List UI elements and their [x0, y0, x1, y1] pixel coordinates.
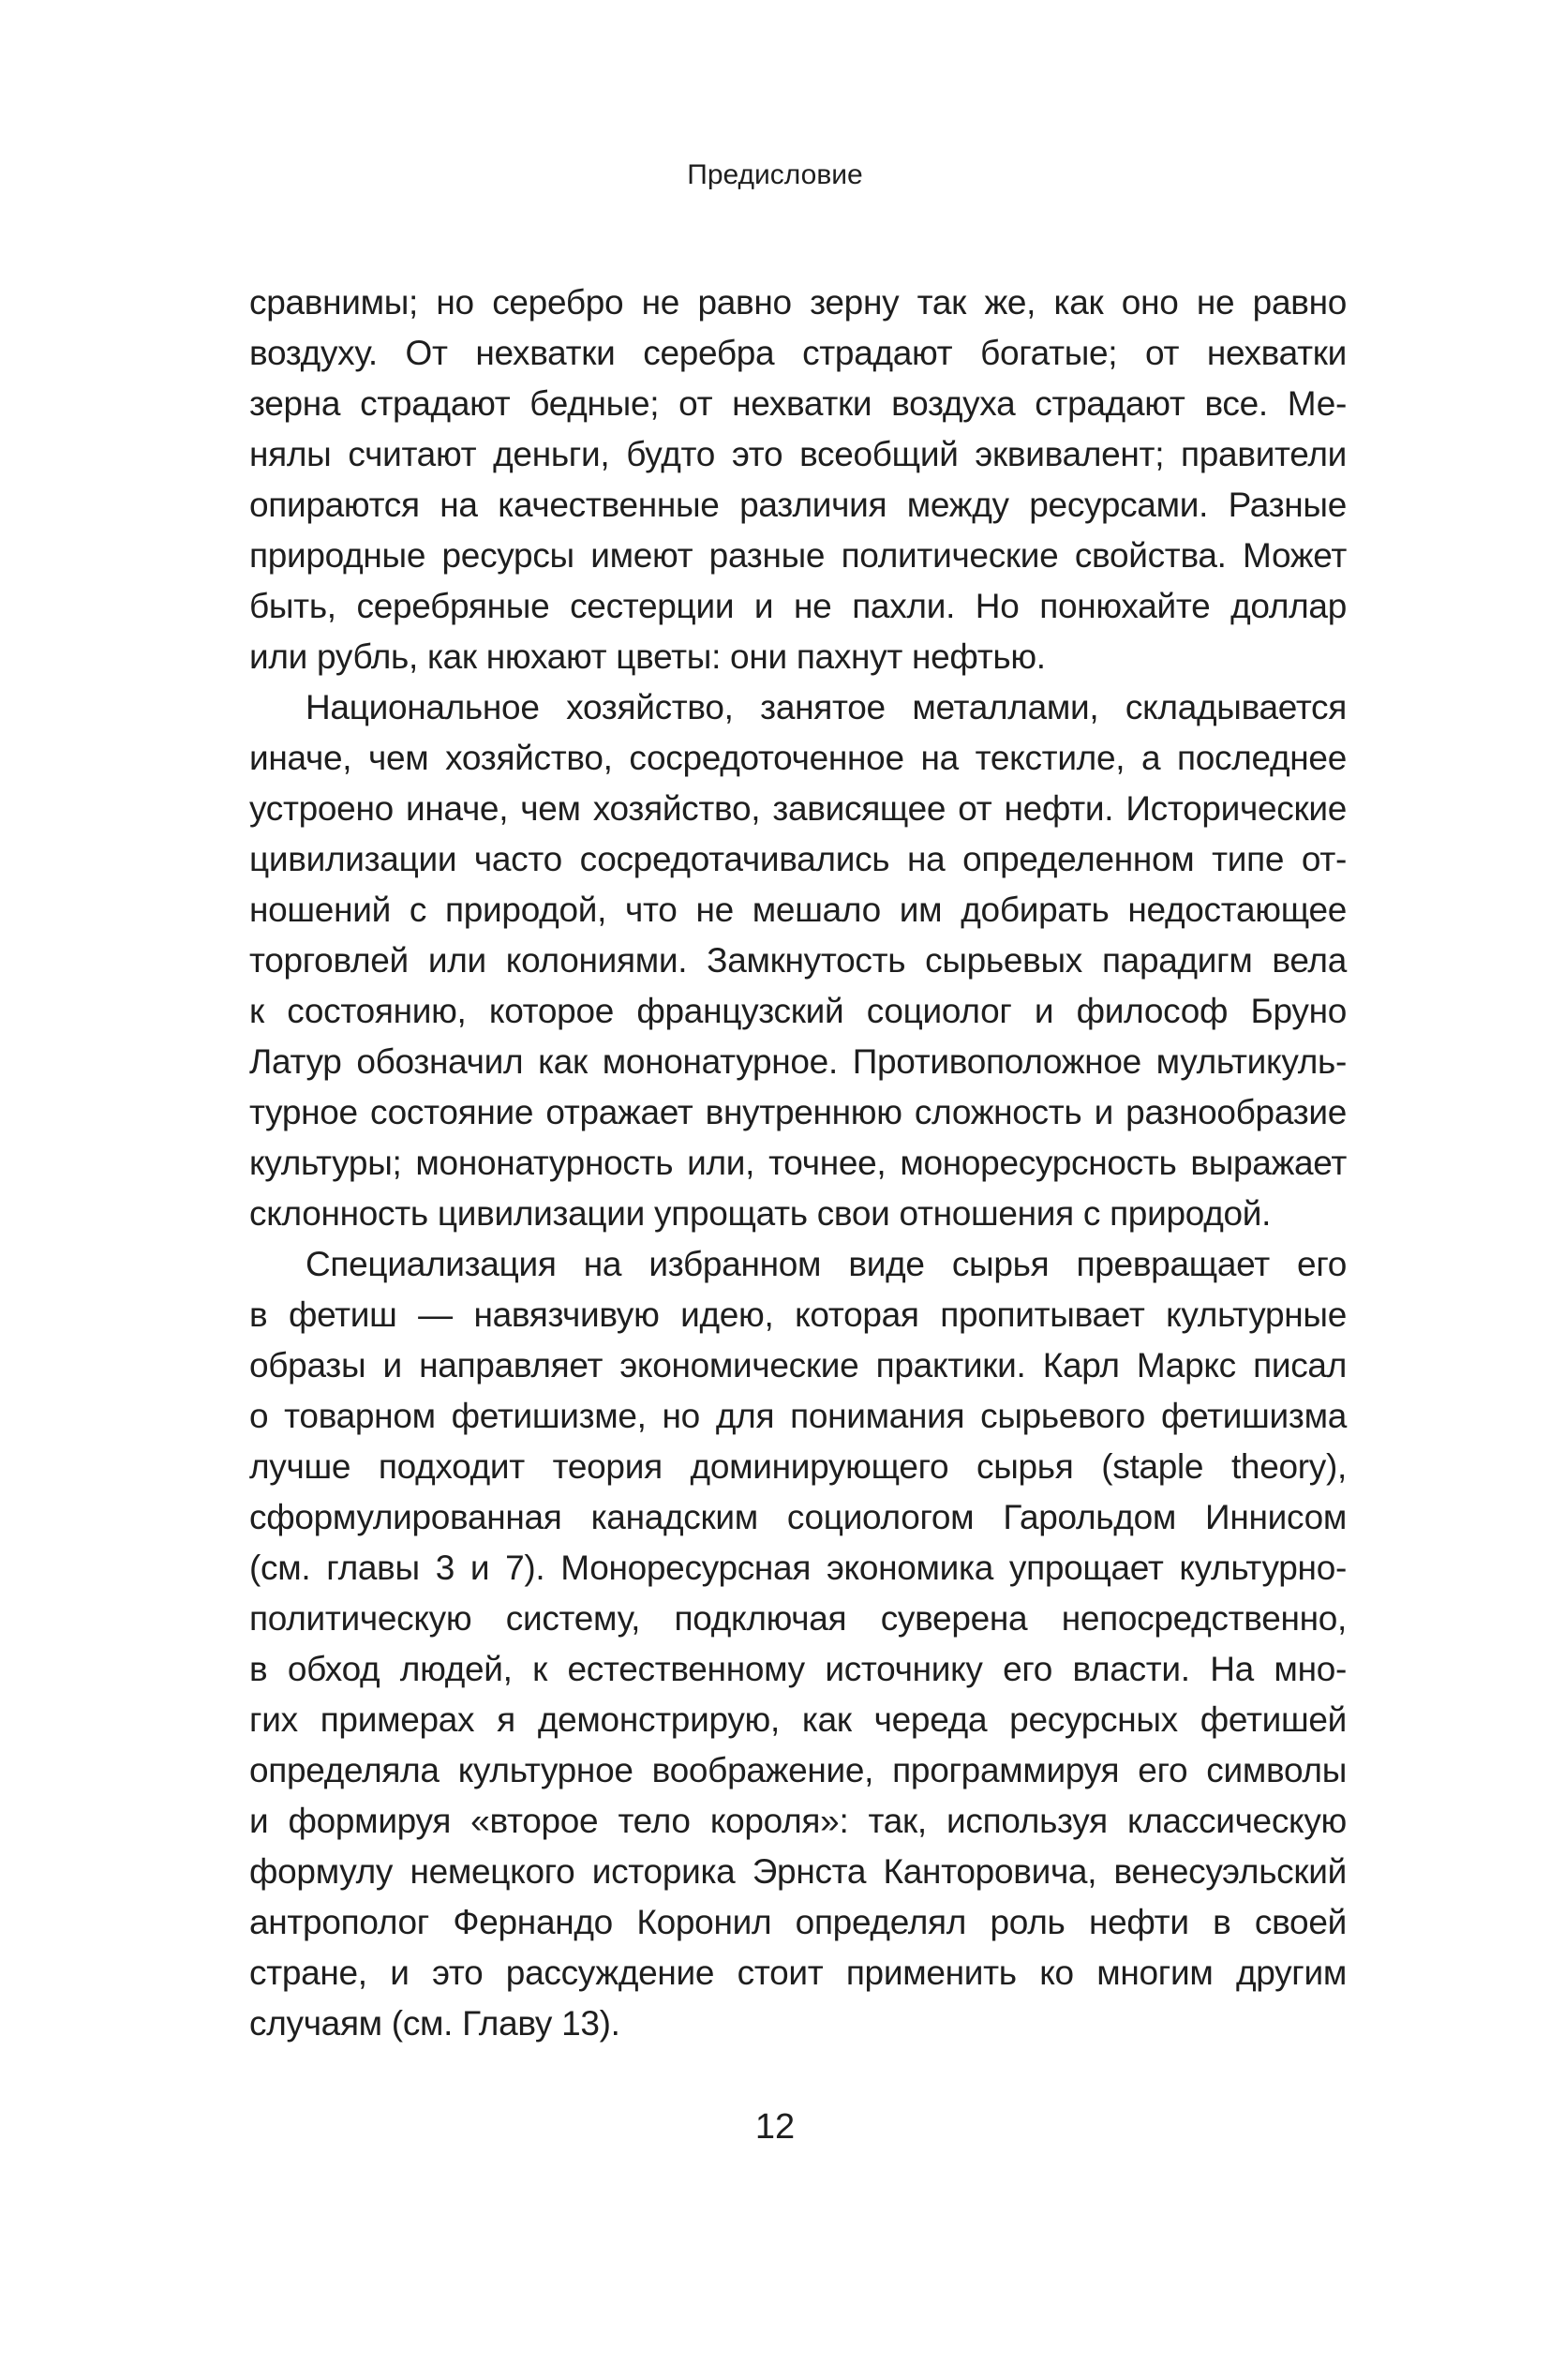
text-line: определяла культурное воображение, программируя его символы: [249, 1751, 1347, 1789]
text-line: Латур обозначил как мононатурное. Противоположное мультикуль-: [249, 1042, 1347, 1081]
text-line: или рубль, как нюхают цветы: они пахнут нефтью.: [249, 637, 1046, 676]
paragraph: [249, 1239, 1347, 2049]
text-line: опираются на качественные различия между ресурсами. Разные: [249, 486, 1347, 524]
page-body: [249, 277, 1347, 2049]
text-line: к состоянию, которое французский социолог и философ Бруно: [249, 992, 1347, 1030]
text-line: лучше подходит теория доминирующего сырья (staple theory),: [249, 1447, 1347, 1486]
paragraph: [249, 277, 1347, 682]
text-line: турное состояние отражает внутреннюю сложность и разнообразие: [249, 1093, 1347, 1131]
text-line: в фетиш — навязчивую идею, которая пропитывает культурные: [249, 1295, 1347, 1334]
text-line: о товарном фетишизме, но для понимания сырьевого фетишизма: [249, 1397, 1347, 1435]
text-line: стране, и это рассуждение стоит применить ко многим другим: [249, 1953, 1347, 1992]
text-line: нялы считают деньги, будто это всеобщий эквивалент; правители: [249, 435, 1347, 473]
text-line: сформулированная канадским социологом Гарольдом Иннисом: [249, 1498, 1347, 1536]
text-line: формулу немецкого историка Эрнста Канторовича, венесуэльский: [249, 1852, 1347, 1891]
text-line: случаям (см. Главу 13).: [249, 2004, 620, 2043]
text-line: быть, серебряные сестерции и не пахли. Но понюхайте доллар: [249, 587, 1347, 625]
text-line: и формируя «второе тело короля»: так, используя классическую: [249, 1802, 1347, 1840]
text-line: склонность цивилизации упрощать свои отношения с природой.: [249, 1194, 1272, 1233]
text-line: антрополог Фернандо Коронил определял роль нефти в своей: [249, 1903, 1347, 1941]
text-line: зерна страдают бедные; от нехватки воздуха страдают все. Ме-: [249, 384, 1347, 423]
text-line: гих примерах я демонстрирую, как череда ресурсных фетишей: [249, 1700, 1347, 1739]
text-line: в обход людей, к естественному источнику его власти. На мно-: [249, 1650, 1347, 1688]
page-number: 12: [754, 2107, 796, 2147]
text-line: культуры; мононатурность или, точнее, моноресурсность выражает: [249, 1144, 1347, 1182]
paragraph: [249, 682, 1347, 1239]
text-line: Специализация на избранном виде сырья превращает его: [306, 1245, 1347, 1283]
text-line: (см. главы 3 и 7). Моноресурсная экономика упрощает культурно-: [249, 1549, 1347, 1587]
text-line: иначе, чем хозяйство, сосредоточенное на текстиле, а последнее: [249, 739, 1347, 777]
text-line: сравнимы; но серебро не равно зерну так же, как оно не равно: [249, 283, 1347, 322]
text-line: цивилизации часто сосредотачивались на определенном типе от-: [249, 840, 1347, 878]
text-line: Национальное хозяйство, занятое металлами, складывается: [306, 688, 1347, 726]
text-line: воздуху. От нехватки серебра страдают богатые; от нехватки: [249, 334, 1347, 372]
text-line: ношений с природой, что не мешало им добирать недостающее: [249, 891, 1347, 929]
running-header: Предисловие: [687, 159, 863, 190]
text-line: природные ресурсы имеют разные политические свойства. Может: [249, 536, 1347, 575]
text-line: образы и направляет экономические практики. Карл Маркс писал: [249, 1346, 1347, 1385]
text-line: политическую систему, подключая суверена непосредственно,: [249, 1599, 1347, 1638]
text-line: устроено иначе, чем хозяйство, зависящее от нефти. Исторические: [249, 789, 1347, 828]
text-line: торговлей или колониями. Замкнутость сырьевых парадигм вела: [249, 941, 1347, 980]
